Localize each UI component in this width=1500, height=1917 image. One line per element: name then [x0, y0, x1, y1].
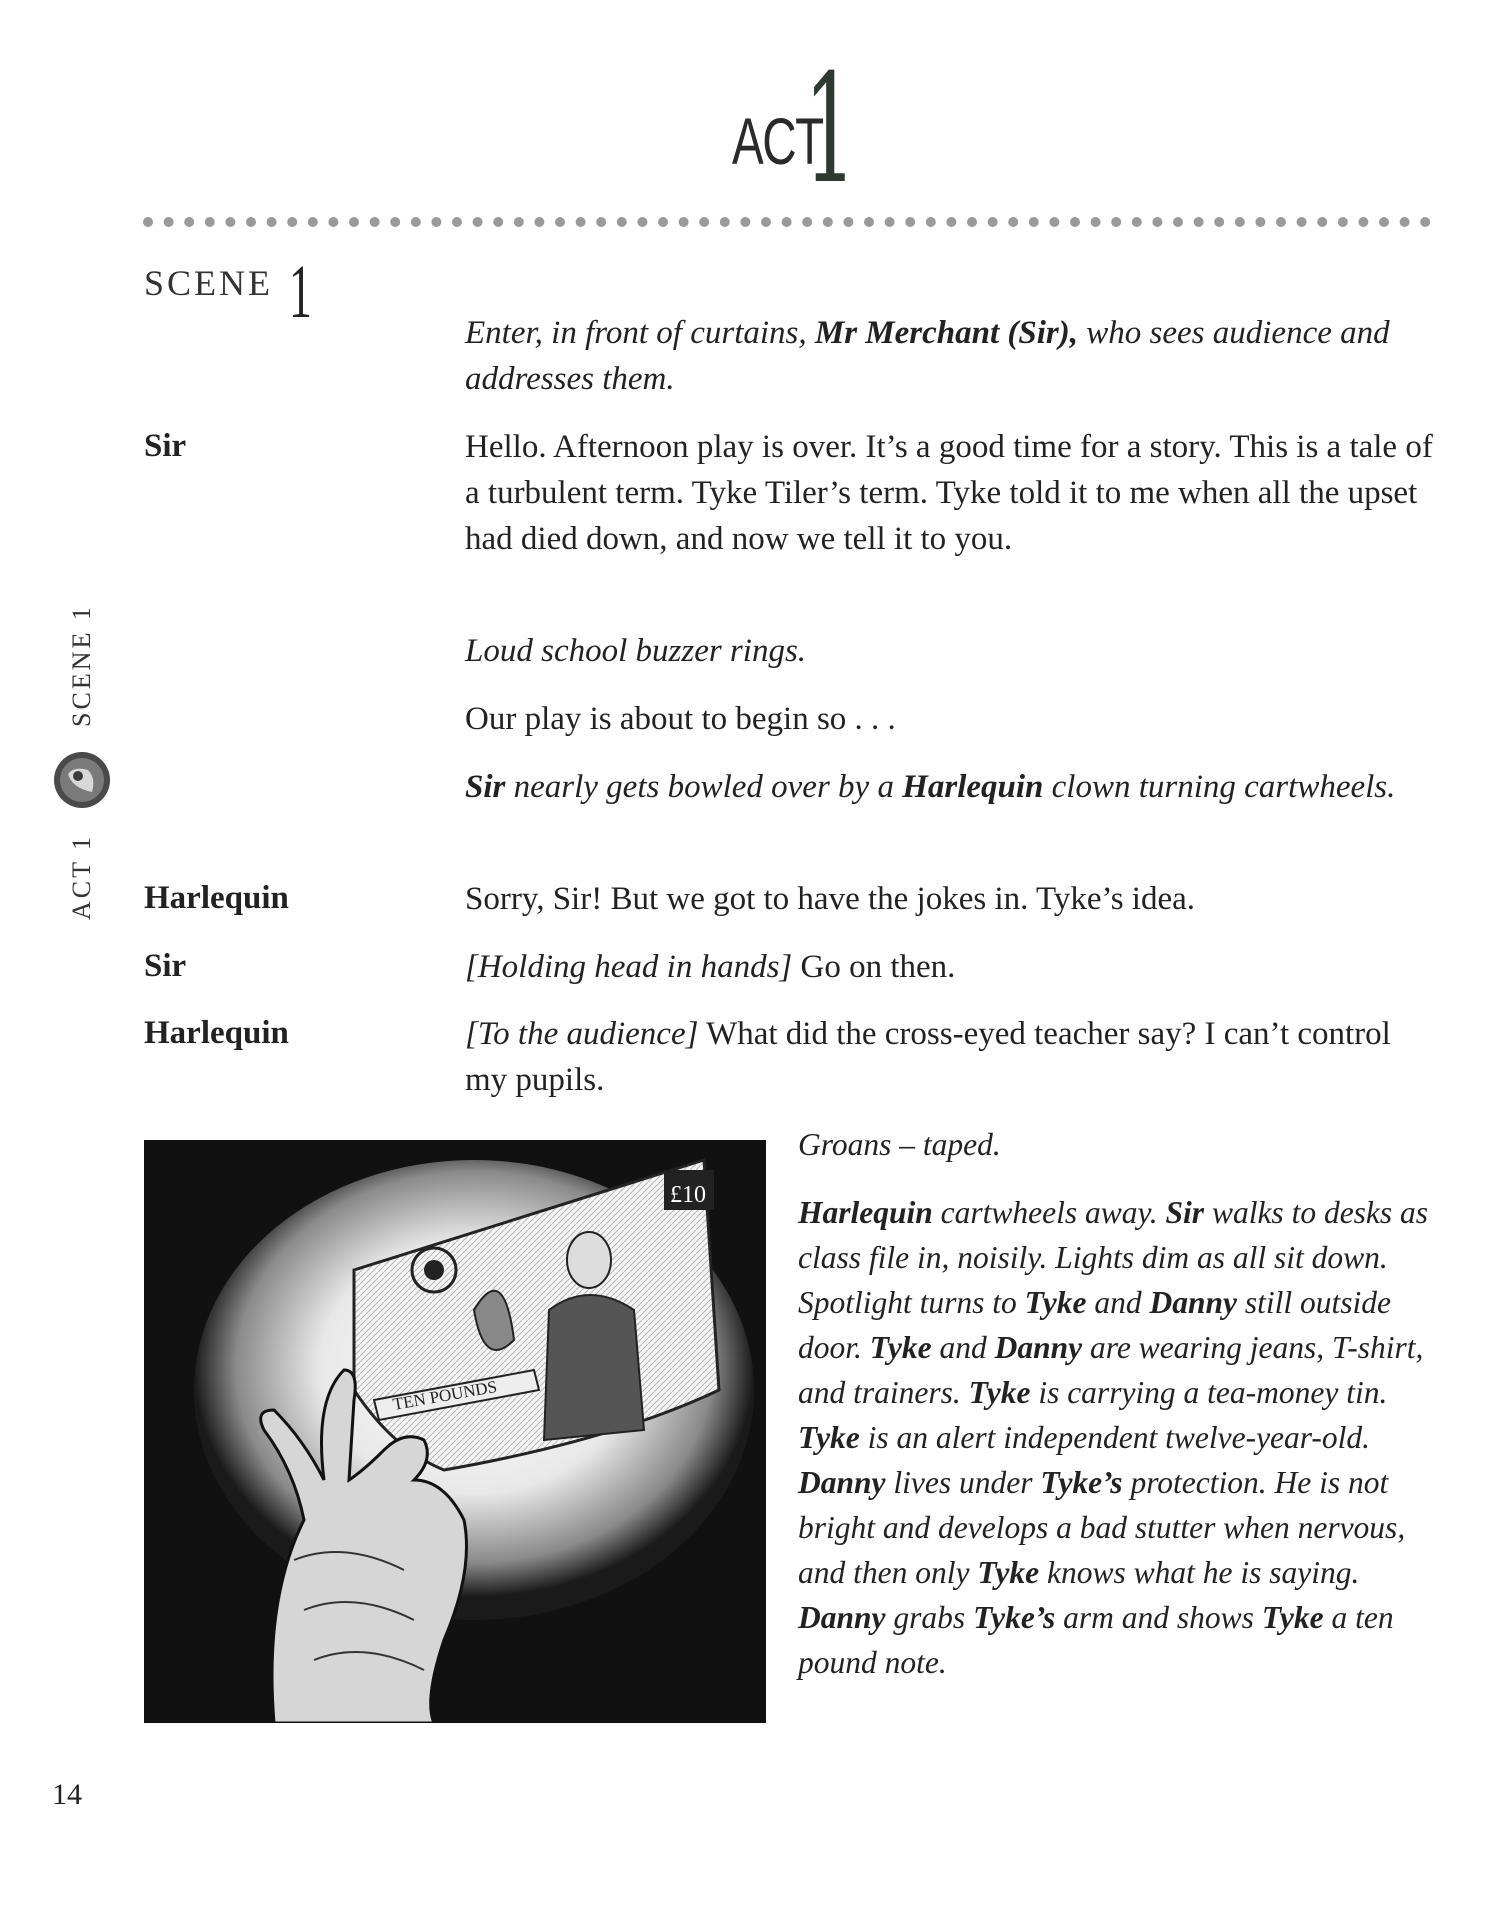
page-number: 14: [52, 1778, 82, 1811]
divider-dot: [1317, 217, 1327, 227]
divider-dot: [370, 217, 380, 227]
divider-dot: [1008, 217, 1018, 227]
divider-dot: [1379, 217, 1389, 227]
character-name: Mr Merchant (Sir),: [814, 315, 1079, 351]
divider-dot: [1194, 217, 1204, 227]
divider-dot: [1400, 217, 1410, 227]
divider-dot: [720, 217, 730, 227]
divider-dot: [473, 217, 483, 227]
divider-dot: [287, 217, 297, 227]
divider-dot: [1070, 217, 1080, 227]
speaker-harlequin: Harlequin: [144, 880, 289, 916]
divider-dot: [946, 217, 956, 227]
ten-pound-note-illustration: [144, 1140, 766, 1723]
divider-dot: [1276, 217, 1286, 227]
act-title: [700, 43, 900, 217]
divider-dot: [658, 217, 668, 227]
divider-dot: [1049, 217, 1059, 227]
divider-dot: [1338, 217, 1348, 227]
divider-dot: [843, 217, 853, 227]
dialogue-sir-1: Hello. Afternoon play is over. It’s a good time for a story. This is a tale of a turbulent term. Tyke Tiler’s term. Tyke told it to me when all the upset had died down, and now we tell it to you.: [465, 429, 1433, 557]
speaker-sir: Sir: [144, 948, 187, 984]
divider-dot: [1235, 217, 1245, 227]
scene-heading: SCENE: [144, 263, 274, 303]
divider-dot: [864, 217, 874, 227]
divider-dot: [1297, 217, 1307, 227]
stage-direction-entrance: Enter, in front of curtains, Mr Merchant (Sir), who sees audience and addresses them.: [465, 315, 1390, 397]
dialogue-harlequin-2: [To the audience] What did the cross-eyed teacher say? I can’t control my pupils.: [465, 1016, 1391, 1098]
divider-dot: [308, 217, 318, 227]
speaker-sir: Sir: [144, 428, 187, 464]
divider-dot: [1420, 217, 1430, 227]
divider-dot: [349, 217, 359, 227]
note-value: £10: [670, 1182, 706, 1208]
side-tab-scene: SCENE 1: [67, 604, 96, 727]
divider-dot: [1152, 217, 1162, 227]
divider-dot: [905, 217, 915, 227]
divider-dot: [452, 217, 462, 227]
divider-dot: [699, 217, 709, 227]
divider-dot: [1111, 217, 1121, 227]
stage-direction-buzzer: Loud school buzzer rings.: [465, 633, 807, 669]
act-word: ACT: [732, 104, 823, 178]
divider-dot: [514, 217, 524, 227]
divider-dot: [802, 217, 812, 227]
stage-direction-bowled: Sir nearly gets bowled over by a Harlequin clown turning cartwheels.: [465, 769, 1396, 805]
divider-dot: [431, 217, 441, 227]
stage-direction-final: Harlequin cartwheels away. Sir walks to desks as class file in, noisily. Lights dim as all sit down. Spotlight turns to Tyke and Danny still outside door. Tyke and Danny are wearing jeans, T-shirt, and trainers. Tyke is carrying a tea-money tin. Tyke is an alert independent twelve-year-old. Danny lives under Tyke’s protection. He is not bright and develops a bad stutter when nervous, and then only Tyke knows what he is saying. Danny grabs Tyke’s arm and shows Tyke a ten pound note.: [798, 1195, 1429, 1680]
divider-dot: [1214, 217, 1224, 227]
divider-dot: [596, 217, 606, 227]
side-tab: [52, 520, 112, 920]
divider-dot: [1358, 217, 1368, 227]
divider-dot: [1132, 217, 1142, 227]
divider-dot: [576, 217, 586, 227]
divider-dot: [782, 217, 792, 227]
divider-dot: [164, 217, 174, 227]
stage-direction-groans: Groans – taped.: [798, 1127, 1001, 1162]
divider-dot: [1029, 217, 1039, 227]
divider-dot: [143, 217, 153, 227]
dotted-divider: [142, 214, 1430, 230]
divider-dot: [679, 217, 689, 227]
dialogue-harlequin-1: Sorry, Sir! But we got to have the jokes in. Tyke’s idea.: [465, 881, 1195, 917]
divider-dot: [225, 217, 235, 227]
note-words: TEN POUNDS: [391, 1376, 499, 1414]
dialogue-sir-2: [Holding head in hands] Go on then.: [465, 949, 956, 985]
divider-dot: [534, 217, 544, 227]
divider-dot: [637, 217, 647, 227]
act-number: 1: [804, 43, 857, 217]
divider-dot: [493, 217, 503, 227]
scene-badge-icon: [52, 750, 112, 810]
divider-dot: [967, 217, 977, 227]
divider-dot: [411, 217, 421, 227]
divider-dot: [617, 217, 627, 227]
divider-dot: [926, 217, 936, 227]
divider-dot: [1091, 217, 1101, 227]
divider-dot: [1173, 217, 1183, 227]
speaker-harlequin: Harlequin: [144, 1015, 289, 1051]
divider-dot: [328, 217, 338, 227]
divider-dot: [823, 217, 833, 227]
divider-dot: [1255, 217, 1265, 227]
divider-dot: [184, 217, 194, 227]
dialogue-sir-begin: Our play is about to begin so . . .: [465, 701, 896, 737]
divider-dot: [740, 217, 750, 227]
divider-dot: [205, 217, 215, 227]
divider-dot: [761, 217, 771, 227]
divider-dot: [555, 217, 565, 227]
divider-dot: [988, 217, 998, 227]
divider-dot: [246, 217, 256, 227]
divider-dot: [885, 217, 895, 227]
scene-number: 1: [289, 250, 312, 334]
divider-dot: [267, 217, 277, 227]
side-tab-act: ACT 1: [67, 833, 96, 920]
divider-dot: [390, 217, 400, 227]
